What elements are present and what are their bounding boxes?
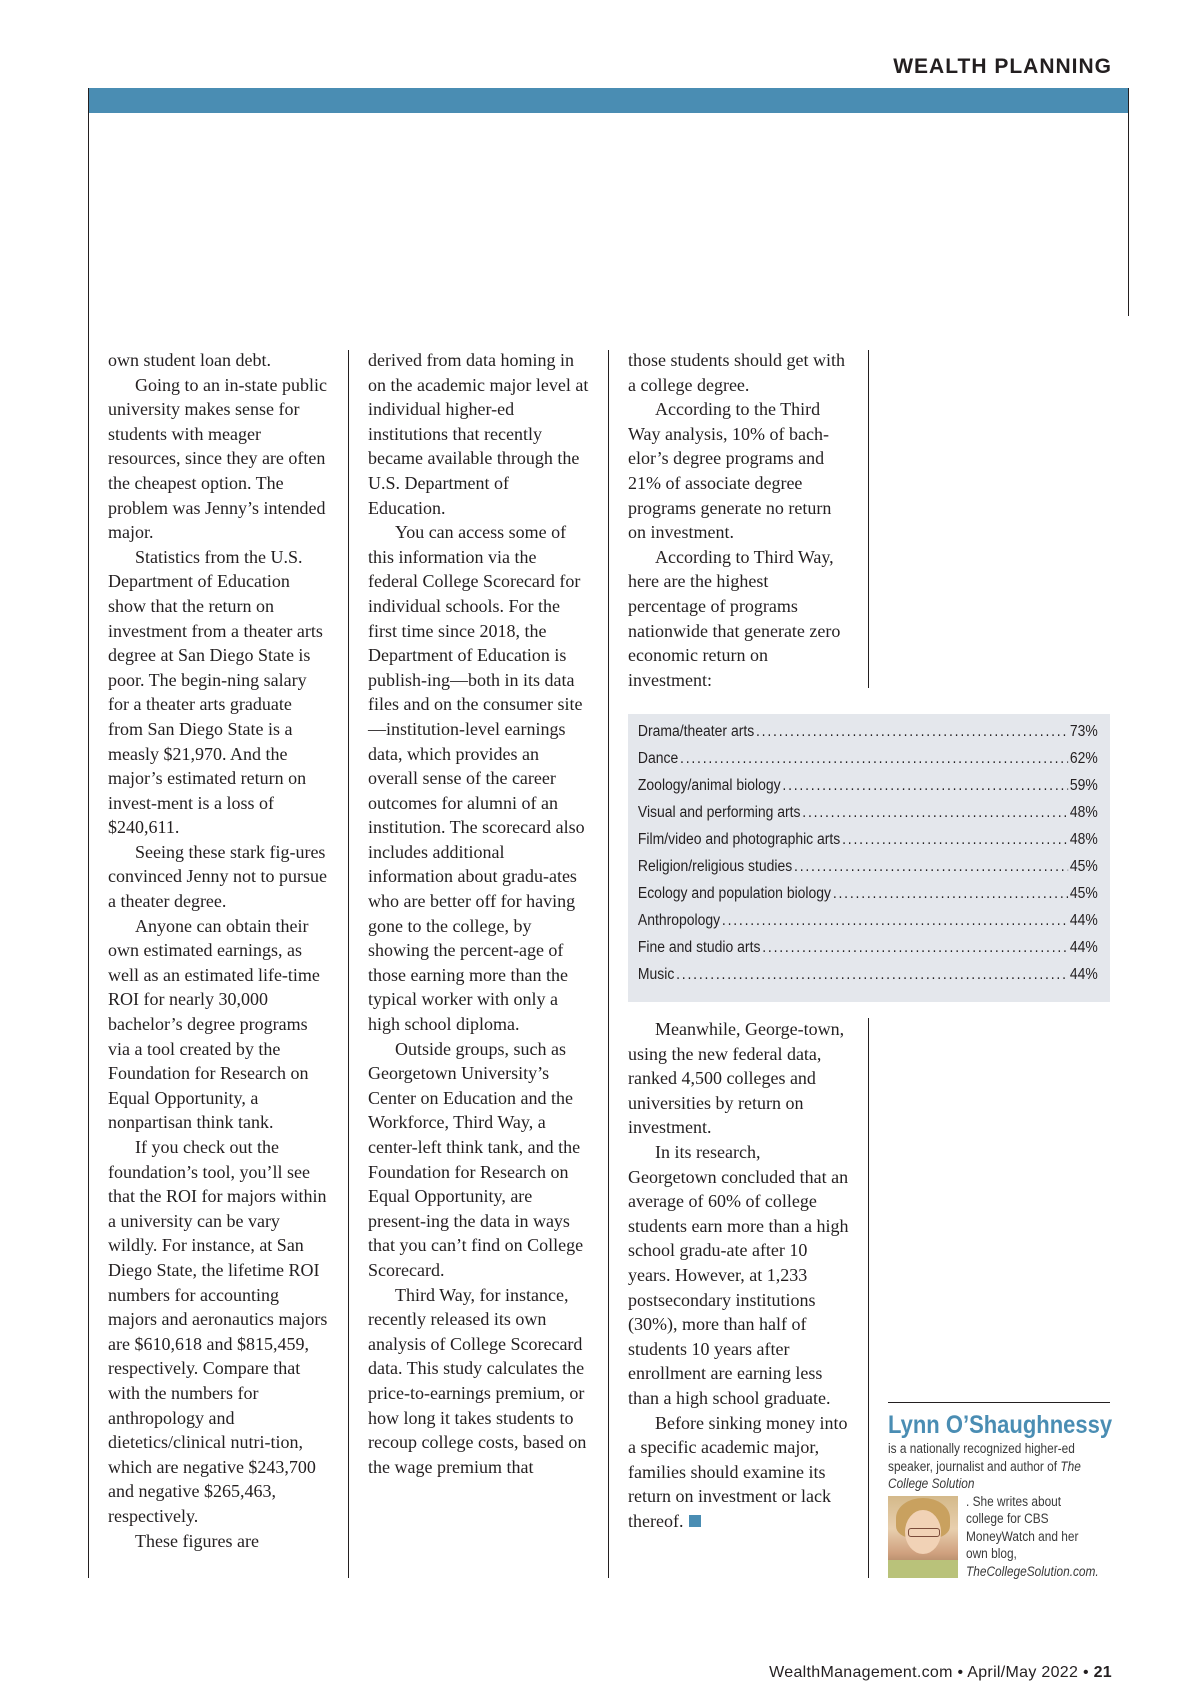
column-divider-1: [348, 350, 349, 1578]
table-row-value: 44%: [1069, 939, 1098, 956]
paragraph: Before sinking money into a specific academic major, families should examine its return on investment or lack thereof.: [628, 1412, 848, 1531]
paragraph: Third Way, for instance, recently released its own analysis of College Scorecard data. This study calculates the price-to-earnings premium, or how long it takes students to recoup college costs, based on the wage premium that: [368, 1284, 587, 1477]
table-row-value: 48%: [1069, 831, 1098, 848]
paragraph: Meanwhile, George-town, using the new federal data, ranked 4,500 colleges and universities by return on investment.: [628, 1019, 845, 1138]
table-row: [628, 723, 1110, 750]
table-row-label: Zoology/animal biology: [637, 777, 781, 794]
leader-dots: [680, 750, 1068, 768]
author-name: Lynn O’Shaughnessy: [888, 1411, 1113, 1439]
header-bar: [88, 88, 1128, 113]
table-row: [628, 912, 1110, 939]
paragraph: Statistics from the U.S. Department of Education show that the return on investment from a theater arts degree at San Diego State is poor. The begin-ning salary for a theater arts graduate from San Diego State is a measly $21,970. And the major’s estimated return on invest-ment is a loss of $240,611.: [108, 546, 323, 838]
table-row-label: Visual and performing arts: [637, 804, 801, 821]
paragraph: Anyone can obtain their own estimated earnings, as well as an estimated life-time ROI for nearly 30,000 bachelor’s degree programs via a tool created by the Foundation for Research on Equal Opportunity, a nonpartisan think tank.: [108, 915, 320, 1133]
table-row-label: Dance: [637, 750, 679, 767]
author-bio-text: . She writes about college for CBS MoneyWatch and her own blog,: [966, 1493, 1079, 1561]
table-row: [628, 750, 1110, 777]
paragraph: These figures are: [135, 1530, 259, 1551]
author-bio-intro: [888, 1440, 1108, 1493]
table-row: [628, 858, 1110, 885]
article-column-1: [108, 348, 330, 1553]
paragraph: If you check out the foundation’s tool, you’ll see that the ROI for majors within a university can be vary wildly. For instance, at San Diego State, the lifetime ROI numbers for accounting majors and aeronautics majors are $610,618 and $815,459, respectively. Compare that with the numbers for anthropology and dietetics/clinical nutri-tion, which are negative $243,700 and negative $265,463, respectively.: [108, 1137, 328, 1526]
article-column-2: [368, 348, 590, 1479]
footer-separator: •: [957, 1664, 964, 1681]
table-row: [628, 831, 1110, 858]
author-photo-row: [888, 1493, 1110, 1581]
paragraph: According to Third Way, here are the highest percentage of programs nationwide that generate zero economic return on investment:: [628, 546, 841, 690]
leader-dots: [676, 966, 1068, 984]
table-row-value: 44%: [1069, 966, 1098, 983]
article-column-3-top: [628, 348, 850, 692]
leader-dots: [794, 858, 1068, 876]
table-row-value: 59%: [1069, 777, 1098, 794]
table-row-label: Religion/religious studies: [637, 858, 793, 875]
footer-issue: April/May 2022: [967, 1664, 1079, 1681]
table-row-value: 62%: [1069, 750, 1098, 767]
table-row: [628, 804, 1110, 831]
paragraph: Outside groups, such as Georgetown University’s Center on Education and the Workforce, Third Way, a center-left think tank, and the Foundation for Research on Equal Opportunity, are present-ing the data in ways that you can’t find on College Scorecard.: [368, 1038, 584, 1280]
table-row-value: 73%: [1069, 723, 1098, 740]
leader-dots: [782, 777, 1068, 795]
paragraph: You can access some of this information via the federal College Scorecard for individual schools. For the first time since 2018, the Department of Education is publish-ing—both in its data files and on the consumer site—institution-level earnings data, which provides an overall sense of the career outcomes for alumni of an institution. The scorecard also includes additional information about gradu-ates who are better off for having gone to the college, by showing the percent-age of those earning more than the typical worker with only a high school diploma.: [368, 522, 585, 1035]
left-border-rule: [88, 88, 89, 1578]
paragraph: In its research, Georgetown concluded that an average of 60% of college students earn more than a high school gradu-ate after 10 years. However, at 1,233 postsecondary institutions (30%), more than half of students 10 years after enrollment are earning less than a high school graduate.: [628, 1141, 849, 1408]
footer-separator-2: •: [1082, 1664, 1089, 1681]
page-number: 21: [1093, 1664, 1112, 1681]
table-row-label: Drama/theater arts: [637, 723, 755, 740]
author-bio-rest: [966, 1493, 1098, 1581]
paragraph: According to the Third Way analysis, 10% of bach-elor’s degree programs and 21% of associate degree programs generate no return on investment.: [628, 399, 832, 543]
table-row-label: Fine and studio arts: [637, 939, 761, 956]
paragraph: those students should get with a college degree.: [628, 350, 845, 395]
table-row-value: 45%: [1069, 858, 1098, 875]
table-row-value: 44%: [1069, 912, 1098, 929]
leader-dots: [842, 831, 1068, 849]
paragraph: own student loan debt.: [108, 350, 271, 370]
author-bio-line: is a nationally recognized higher-ed speaker, journalist and author of: [888, 1441, 1075, 1474]
table-row-label: Anthropology: [637, 912, 721, 929]
table-row-value: 45%: [1069, 885, 1098, 902]
footer-site[interactable]: WealthManagement.com: [769, 1664, 953, 1681]
leader-dots: [756, 723, 1068, 741]
paragraph: derived from data homing in on the academic major level at individual higher-ed institutions that recently became available through the U.S. Department of Education.: [368, 350, 589, 518]
column-divider-2: [608, 350, 609, 1578]
table-row-label: Ecology and population biology: [637, 885, 832, 902]
roi-table: [628, 714, 1110, 1002]
table-row-label: Film/video and photographic arts: [637, 831, 841, 848]
column-divider-3-bottom: [868, 1018, 869, 1578]
paragraph: Going to an in-state public university makes sense for students with meager resources, since they are often the cheapest option. The problem was Jenny’s intended major.: [108, 374, 327, 543]
author-book-title: The College Solution: [888, 1458, 1081, 1491]
leader-dots: [722, 912, 1068, 930]
column-divider-3-top: [868, 350, 869, 688]
author-photo: [888, 1496, 958, 1578]
page-footer: [769, 1664, 1112, 1682]
table-row: [628, 966, 1110, 993]
table-row: [628, 939, 1110, 966]
table-row-value: 48%: [1069, 804, 1098, 821]
end-of-article-mark: [689, 1515, 701, 1527]
table-row: [628, 777, 1110, 804]
right-border-rule: [1128, 88, 1129, 316]
author-box: [888, 1402, 1113, 1580]
leader-dots: [762, 939, 1068, 957]
article-column-3-bottom: [628, 1017, 850, 1533]
table-row: [628, 885, 1110, 912]
leader-dots: [802, 804, 1068, 822]
section-label: WEALTH PLANNING: [893, 55, 1112, 78]
author-blog-link[interactable]: TheCollegeSolution.com.: [966, 1563, 1099, 1579]
author-rule: [888, 1402, 1110, 1403]
paragraph: Seeing these stark fig-ures convinced Jenny not to pursue a theater degree.: [108, 841, 327, 912]
leader-dots: [833, 885, 1068, 903]
table-row-label: Music: [637, 966, 675, 983]
